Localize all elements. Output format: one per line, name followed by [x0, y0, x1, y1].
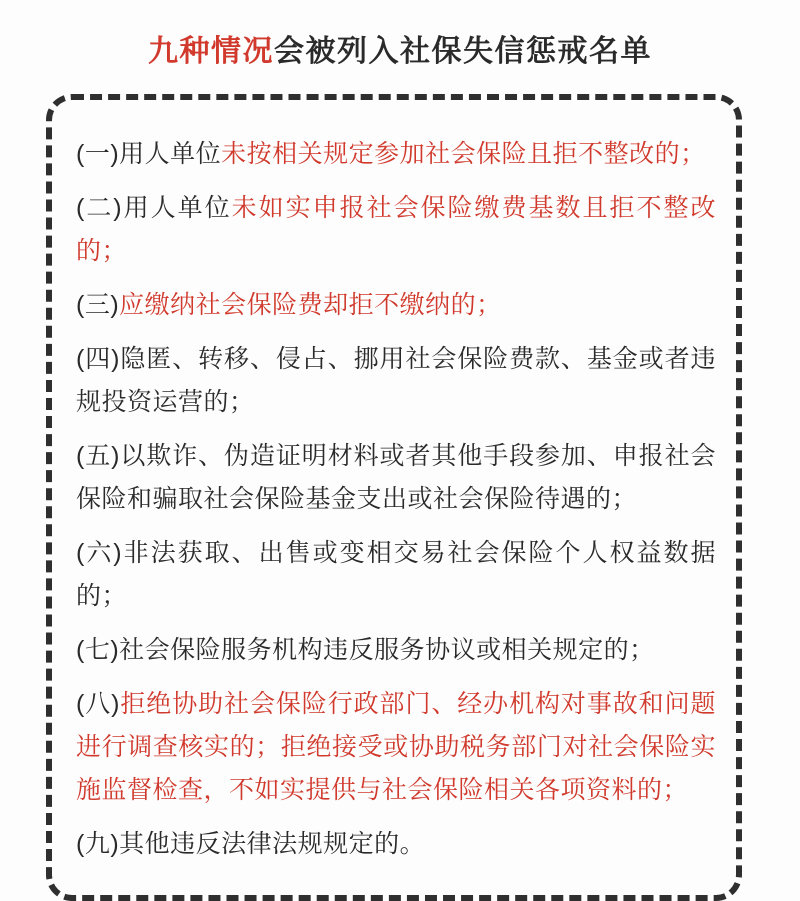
text-segment: (二)用人单位	[76, 194, 232, 222]
title-highlight: 九种情况	[148, 35, 274, 68]
list-item	[76, 629, 716, 672]
list-item	[76, 338, 716, 424]
text-segment: (六)非法获取、出售或变相交易社会保险个人权益数据的；	[76, 539, 716, 610]
page-title	[0, 26, 800, 70]
text-segment: (四)隐匿、转移、侵占、挪用社会保险费款、基金或者违规投资运营的；	[76, 345, 716, 416]
text-segment: (三)	[76, 291, 120, 319]
list-item	[76, 532, 716, 618]
text-segment: (八)	[76, 690, 120, 718]
list-item	[76, 435, 716, 521]
text-segment: 拒绝协助社会保险行政部门、经办机构对事故和问题进行调查核实的；拒绝接受或协助税务部门对社会保险实施监督检查，不如实提供与社会保险相关各项资料的；	[76, 690, 716, 804]
title-rest: 会被列入社保失信惩戒名单	[274, 35, 652, 68]
text-segment: (一)用人单位	[76, 140, 222, 168]
list-item	[76, 284, 716, 327]
text-segment: 未如实申报社会保险缴费基数且拒不整改的；	[76, 194, 716, 265]
list-item	[76, 187, 716, 273]
text-segment: 未按相关规定参加社会保险且拒不整改的；	[221, 140, 706, 168]
list-item	[76, 133, 716, 176]
text-segment: 应缴纳社会保险费却拒不缴纳的；	[119, 291, 502, 319]
list-item	[76, 683, 716, 812]
text-segment: (九)其他违反法律法规规定的。	[76, 830, 426, 858]
text-segment: (五)以欺诈、伪造证明材料或者其他手段参加、申报社会保险和骗取社会保险基金支出或社会保险待遇的；	[76, 442, 716, 513]
violation-list	[46, 94, 742, 901]
list-item	[76, 823, 716, 866]
text-segment: (七)社会保险服务机构违反服务协议或相关规定的；	[76, 636, 655, 664]
